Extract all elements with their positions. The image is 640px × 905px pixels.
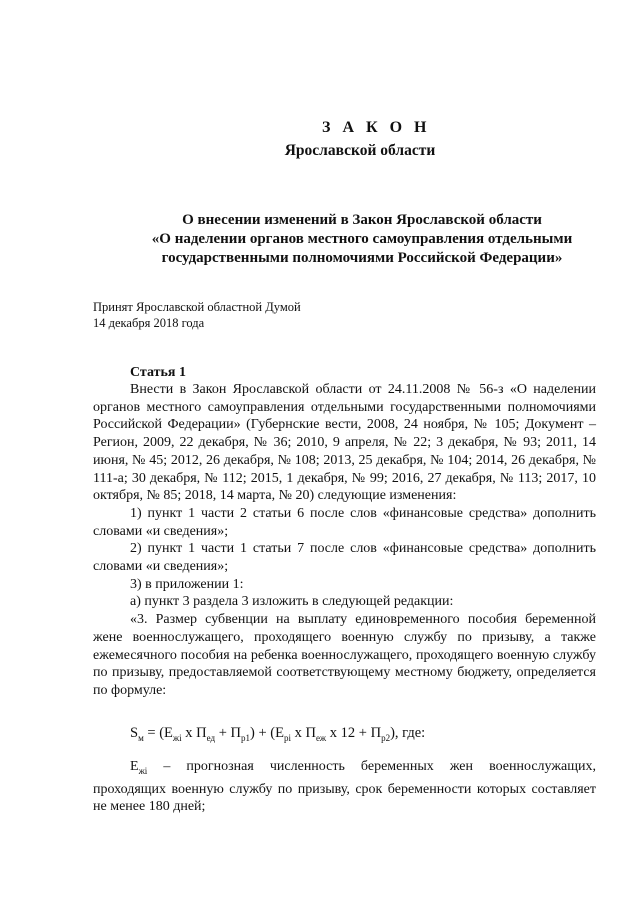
adoption-note xyxy=(93,299,301,331)
formula xyxy=(130,725,425,743)
formula-part-4: ) + (E xyxy=(249,725,284,741)
paragraph-item-3a: а) пункт 3 раздела 3 изложить в следующей редакции: xyxy=(130,594,454,610)
heading-line-2: «О наделении органов местного самоуправления отдельными xyxy=(151,231,573,247)
formula-part-6: x 12 + П xyxy=(326,725,382,741)
formula-s-sub: м xyxy=(138,732,144,743)
formula-part-3-sub: р1 xyxy=(240,732,250,743)
formula-part-4-sub: рi xyxy=(283,732,291,743)
formula-s: S xyxy=(130,725,139,741)
paragraph-item-1: 1) пункт 1 части 2 статьи 6 после слов «финансовые средства» дополнить словами «и сведения»; xyxy=(93,505,596,539)
formula-part-2-sub: ед xyxy=(206,732,216,743)
formula-part-3: + П xyxy=(215,725,241,741)
paragraph-subvention: «3. Размер субвенции на выплату единовременного пособия беременной жене военнослужащего, проходящего военную службу по призыву, а также ежемесячного пособия на ребенка военнослужащего, проходящего военную службу по призыву, предоставляемой соответствующему местному бюджету, определяется по формуле: xyxy=(93,612,596,698)
formula-part-5-sub: еж xyxy=(315,732,327,743)
formula-definition xyxy=(93,758,596,816)
article-body xyxy=(93,381,596,700)
heading-line-3: государственными полномочиями Российской Федерации» xyxy=(161,250,563,266)
formula-part-7: ), где: xyxy=(390,725,426,741)
definition-symbol: E xyxy=(130,759,139,774)
formula-part-1-sub: жi xyxy=(172,732,182,743)
formula-part-6-sub: р2 xyxy=(381,732,391,743)
law-region: Ярославской области xyxy=(284,142,436,159)
paragraph-item-3: 3) в приложении 1: xyxy=(130,576,244,592)
article-title: Статья 1 xyxy=(130,365,186,380)
paragraph-item-2: 2) пункт 1 части 1 статьи 7 после слов «финансовые средства» дополнить словами «и сведения»; xyxy=(93,541,596,575)
definition-paragraph xyxy=(93,758,596,816)
document-heading xyxy=(88,211,636,268)
definition-text: – прогнозная численность беременных жен военнослужащих, проходящих военную службу по призыву, срок беременности которых составляет не менее 180 дней; xyxy=(93,759,596,815)
formula-part-2: x П xyxy=(181,725,207,741)
adoption-body: Принят Ярославской областной Думой xyxy=(93,300,301,314)
adoption-date: 14 декабря 2018 года xyxy=(93,316,205,330)
law-title: З А К О Н xyxy=(322,119,431,136)
definition-symbol-sub: жi xyxy=(138,765,148,776)
paragraph-intro: Внести в Закон Ярославской области от 24.11.2008 № 56-з «О наделении органов местного самоуправления отдельными государственными полномочиями Российской Федерации» (Губернские вести, 2008, 24 ноября, № 105; Документ – Регион, 2009, 22 декабря, № 36; 2010, 9 апреля, № 22; 3 декабря, № 93; 2011, 14 июня, № 45; 2012, 26 декабря, № 108; 2013, 25 декабря, № 104; 2014, 26 декабря, № 111-а; 30 декабря, № 112; 2015, 1 декабря, № 99; 2016, 27 декабря, № 113; 2017, 10 октября, № 85; 2018, 14 марта, № 20) следующие изменения: xyxy=(93,382,596,504)
heading-line-1: О внесении изменений в Закон Ярославской области xyxy=(182,212,542,228)
formula-part-1: = (E xyxy=(143,725,173,741)
formula-part-5: x П xyxy=(290,725,316,741)
